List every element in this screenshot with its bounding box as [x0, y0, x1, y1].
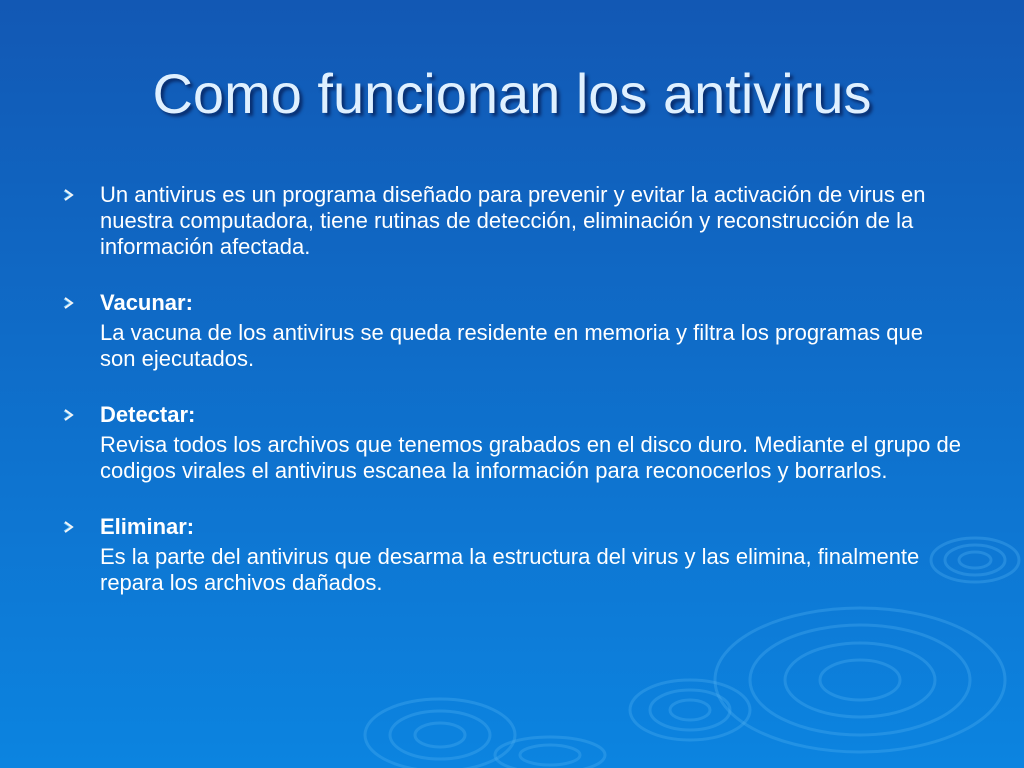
slide-title: Como funcionan los antivirus	[152, 62, 872, 125]
item-text: Un antivirus es un programa diseñado para prevenir y evitar la activación de virus en nuestra computadora, tiene rutinas de detección, eliminación y reconstrucción de la información afectada.	[100, 182, 926, 259]
item-text: Revisa todos los archivos que tenemos grabados en el disco duro. Mediante el grupo de codigos virales el antivirus escanea la información para reconocerlos y borrarlos.	[100, 432, 961, 483]
arrow-bullet-icon	[62, 520, 76, 534]
arrow-bullet-icon	[62, 296, 76, 310]
item-heading: Vacunar:	[100, 290, 193, 315]
item-text: Es la parte del antivirus que desarma la estructura del virus y las elimina, finalmente repara los archivos dañados.	[100, 544, 920, 595]
list-item	[62, 402, 962, 484]
item-heading: Detectar:	[100, 402, 196, 427]
bullet-list	[62, 182, 962, 626]
list-item	[62, 514, 962, 596]
item-text: La vacuna de los antivirus se queda residente en memoria y filtra los programas que son ejecutados.	[100, 320, 924, 371]
list-item	[62, 290, 962, 372]
list-item	[62, 182, 962, 260]
arrow-bullet-icon	[62, 188, 76, 202]
arrow-bullet-icon	[62, 408, 76, 422]
item-heading: Eliminar:	[100, 514, 195, 539]
